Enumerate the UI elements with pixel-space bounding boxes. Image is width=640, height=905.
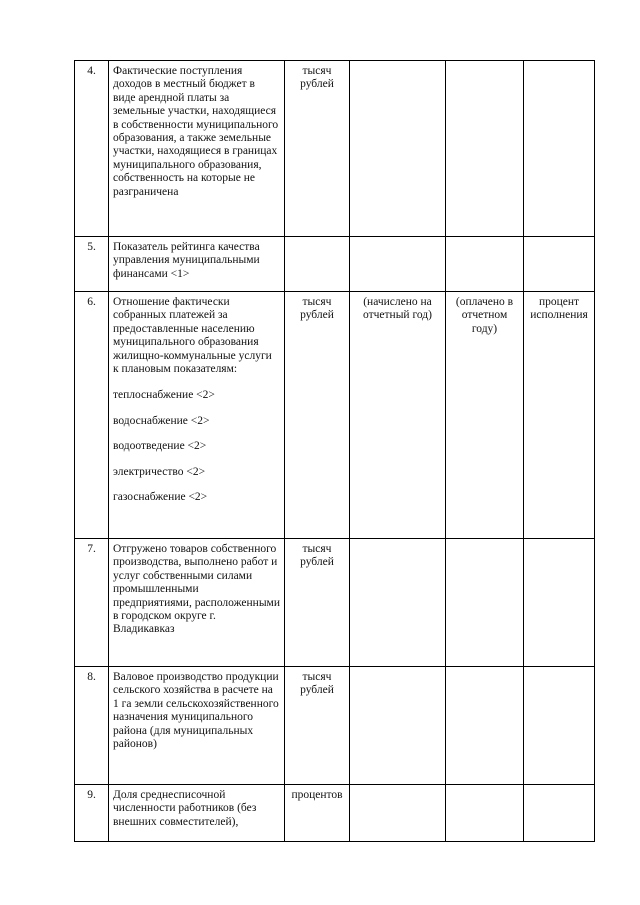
indicator-name: Отгружено товаров собственного производства, выполнено работ и услуг собственными силами промышленными предприятиями, расположенными в городском округе г. Владикавказ xyxy=(109,539,285,667)
row-number: 8. xyxy=(75,667,109,785)
sub-item-gas: газоснабжение <2> xyxy=(113,491,208,504)
percent-cell xyxy=(524,237,595,292)
indicator-name: Валовое производство продукции сельского хозяйства в расчете на 1 га земли сельскохозяйственного назначения муниципального района (для муниципальных районов) xyxy=(109,667,285,785)
sub-item-heat: теплоснабжение <2> xyxy=(113,389,215,402)
percent-cell: процент исполнения xyxy=(524,292,595,539)
percent-cell xyxy=(524,539,595,667)
indicator-name: Фактические поступления доходов в местный бюджет в виде арендной платы за земельные участки, находящиеся в собственности муниципального образования, а также земельные участки, находящиеся в границах муниципального образования, собственность на которые не разграничена xyxy=(109,61,285,237)
paid-cell xyxy=(446,237,524,292)
paid-cell: (оплачено в отчетном году) xyxy=(446,292,524,539)
indicators-table xyxy=(74,60,595,842)
accrued-cell: (начислено на отчетный год) xyxy=(350,292,446,539)
table-row xyxy=(75,292,595,539)
row-number: 4. xyxy=(75,61,109,237)
accrued-cell xyxy=(350,237,446,292)
percent-cell xyxy=(524,61,595,237)
table-row xyxy=(75,785,595,842)
indicator-name: Доля среднесписочной численности работников (без внешних совместителей), xyxy=(109,785,285,842)
table-row xyxy=(75,237,595,292)
percent-cell xyxy=(524,667,595,785)
row-number: 5. xyxy=(75,237,109,292)
row-number: 7. xyxy=(75,539,109,667)
accrued-cell xyxy=(350,785,446,842)
sub-item-sewage: водоотведение <2> xyxy=(113,440,207,453)
indicator-name: Показатель рейтинга качества управления муниципальными финансами <1> xyxy=(109,237,285,292)
accrued-cell xyxy=(350,667,446,785)
unit-cell: тысяч рублей xyxy=(285,292,350,539)
sub-item-electricity: электричество <2> xyxy=(113,465,206,478)
paid-cell xyxy=(446,785,524,842)
unit-cell: тысяч рублей xyxy=(285,61,350,237)
accrued-cell xyxy=(350,539,446,667)
row-number: 9. xyxy=(75,785,109,842)
paid-cell xyxy=(446,61,524,237)
table-row xyxy=(75,539,595,667)
percent-cell xyxy=(524,785,595,842)
unit-cell: процентов xyxy=(285,785,350,842)
indicator-name-text: Отношение фактически собранных платежей за предоставленные населению муниципального образования жилищно-коммунальные услуги к плановым показателям: xyxy=(113,296,272,376)
sub-item-water: водоснабжение <2> xyxy=(113,414,210,427)
unit-cell xyxy=(285,237,350,292)
unit-cell: тысяч рублей xyxy=(285,539,350,667)
unit-cell: тысяч рублей xyxy=(285,667,350,785)
table-row xyxy=(75,61,595,237)
paid-cell xyxy=(446,667,524,785)
accrued-cell xyxy=(350,61,446,237)
paid-cell xyxy=(446,539,524,667)
table-row xyxy=(75,667,595,785)
row-number: 6. xyxy=(75,292,109,539)
indicator-name xyxy=(109,292,285,539)
